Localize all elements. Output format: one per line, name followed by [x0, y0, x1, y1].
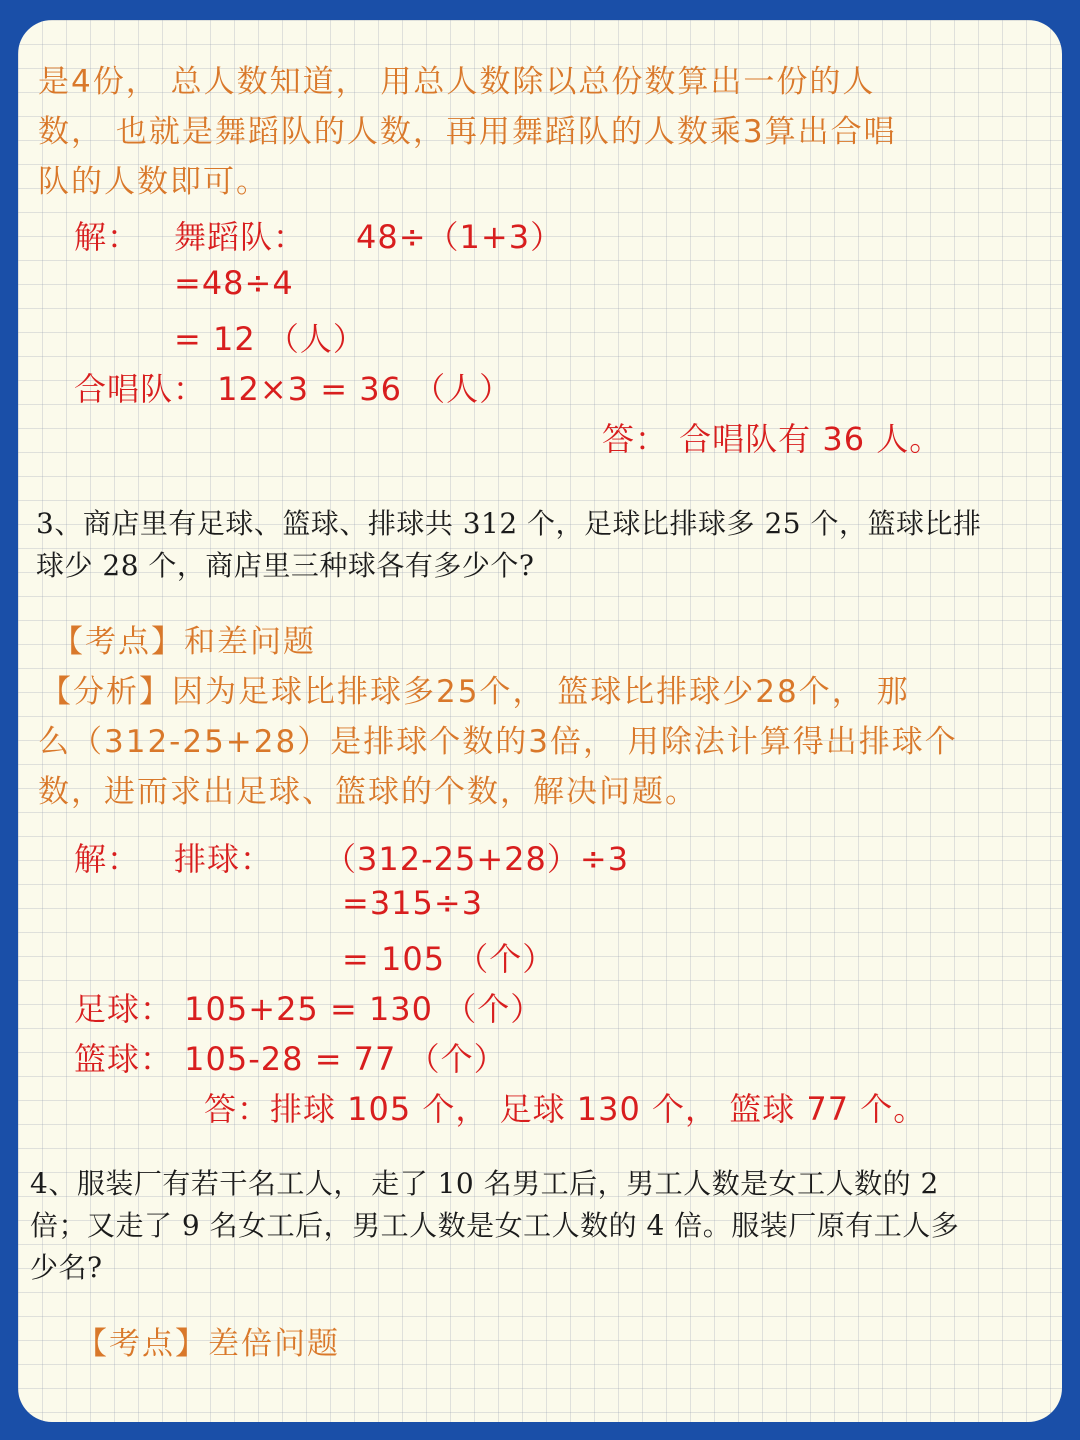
basketball-calculation: 篮球： 105-28 = 77 （个）	[74, 1040, 507, 1078]
analysis-line-3: 队的人数即可。	[38, 164, 269, 200]
problem4-kaodian: 【考点】差倍问题	[76, 1326, 340, 1362]
volleyball-expression: （312-25+28）÷3	[324, 840, 630, 878]
solution-step-1: =48÷4	[174, 264, 294, 302]
dance-team-expression: 48÷（1+3）	[356, 218, 564, 256]
problem4-question-line-3: 少名?	[30, 1251, 103, 1284]
problem3-kaodian: 【考点】和差问题	[52, 624, 316, 660]
football-calculation: 足球： 105+25 = 130 （个）	[74, 990, 544, 1028]
problem4-question-line-1: 4、服装厂有若干名工人， 走了 10 名男工后，男工人数是女工人数的 2	[30, 1167, 939, 1200]
section1-answer: 答： 合唱队有 36 人。	[602, 420, 943, 458]
problem3-analysis-line-1: 【分析】因为足球比排球多25个， 篮球比排球少28个， 那	[40, 674, 910, 710]
dance-team-label: 舞蹈队：	[174, 218, 307, 256]
analysis-line-2: 数， 也就是舞蹈队的人数，再用舞蹈队的人数乘3算出合唱	[38, 114, 897, 150]
problem4-question-line-2: 倍；又走了 9 名女工后，男工人数是女工人数的 4 倍。服装厂原有工人多	[30, 1209, 960, 1242]
solution-step-2: = 12 （人）	[174, 320, 366, 358]
analysis-line-1: 是4份， 总人数知道， 用总人数除以总份数算出一份的人	[38, 64, 876, 100]
notebook-page	[18, 20, 1062, 1422]
choir-calculation: 合唱队： 12×3 = 36 （人）	[74, 370, 513, 408]
problem3-jie-label: 解：	[74, 840, 141, 878]
problem3-answer: 答：排球 105 个， 足球 130 个， 篮球 77 个。	[204, 1090, 927, 1128]
problem3-analysis-line-2: 么（312-25+28）是排球个数的3倍， 用除法计算得出排球个	[38, 724, 958, 760]
problem3-analysis-line-3: 数，进而求出足球、篮球的个数，解决问题。	[38, 774, 698, 810]
problem3-step-2: = 105 （个）	[342, 940, 556, 978]
problem3-question-line-1: 3、商店里有足球、篮球、排球共 312 个，足球比排球多 25 个，篮球比排	[36, 507, 982, 540]
problem3-step-1: =315÷3	[342, 884, 484, 922]
solution-jie-label: 解：	[74, 218, 141, 256]
problem3-question-line-2: 球少 28 个，商店里三种球各有多少个?	[36, 549, 535, 582]
volleyball-label: 排球：	[174, 840, 274, 878]
